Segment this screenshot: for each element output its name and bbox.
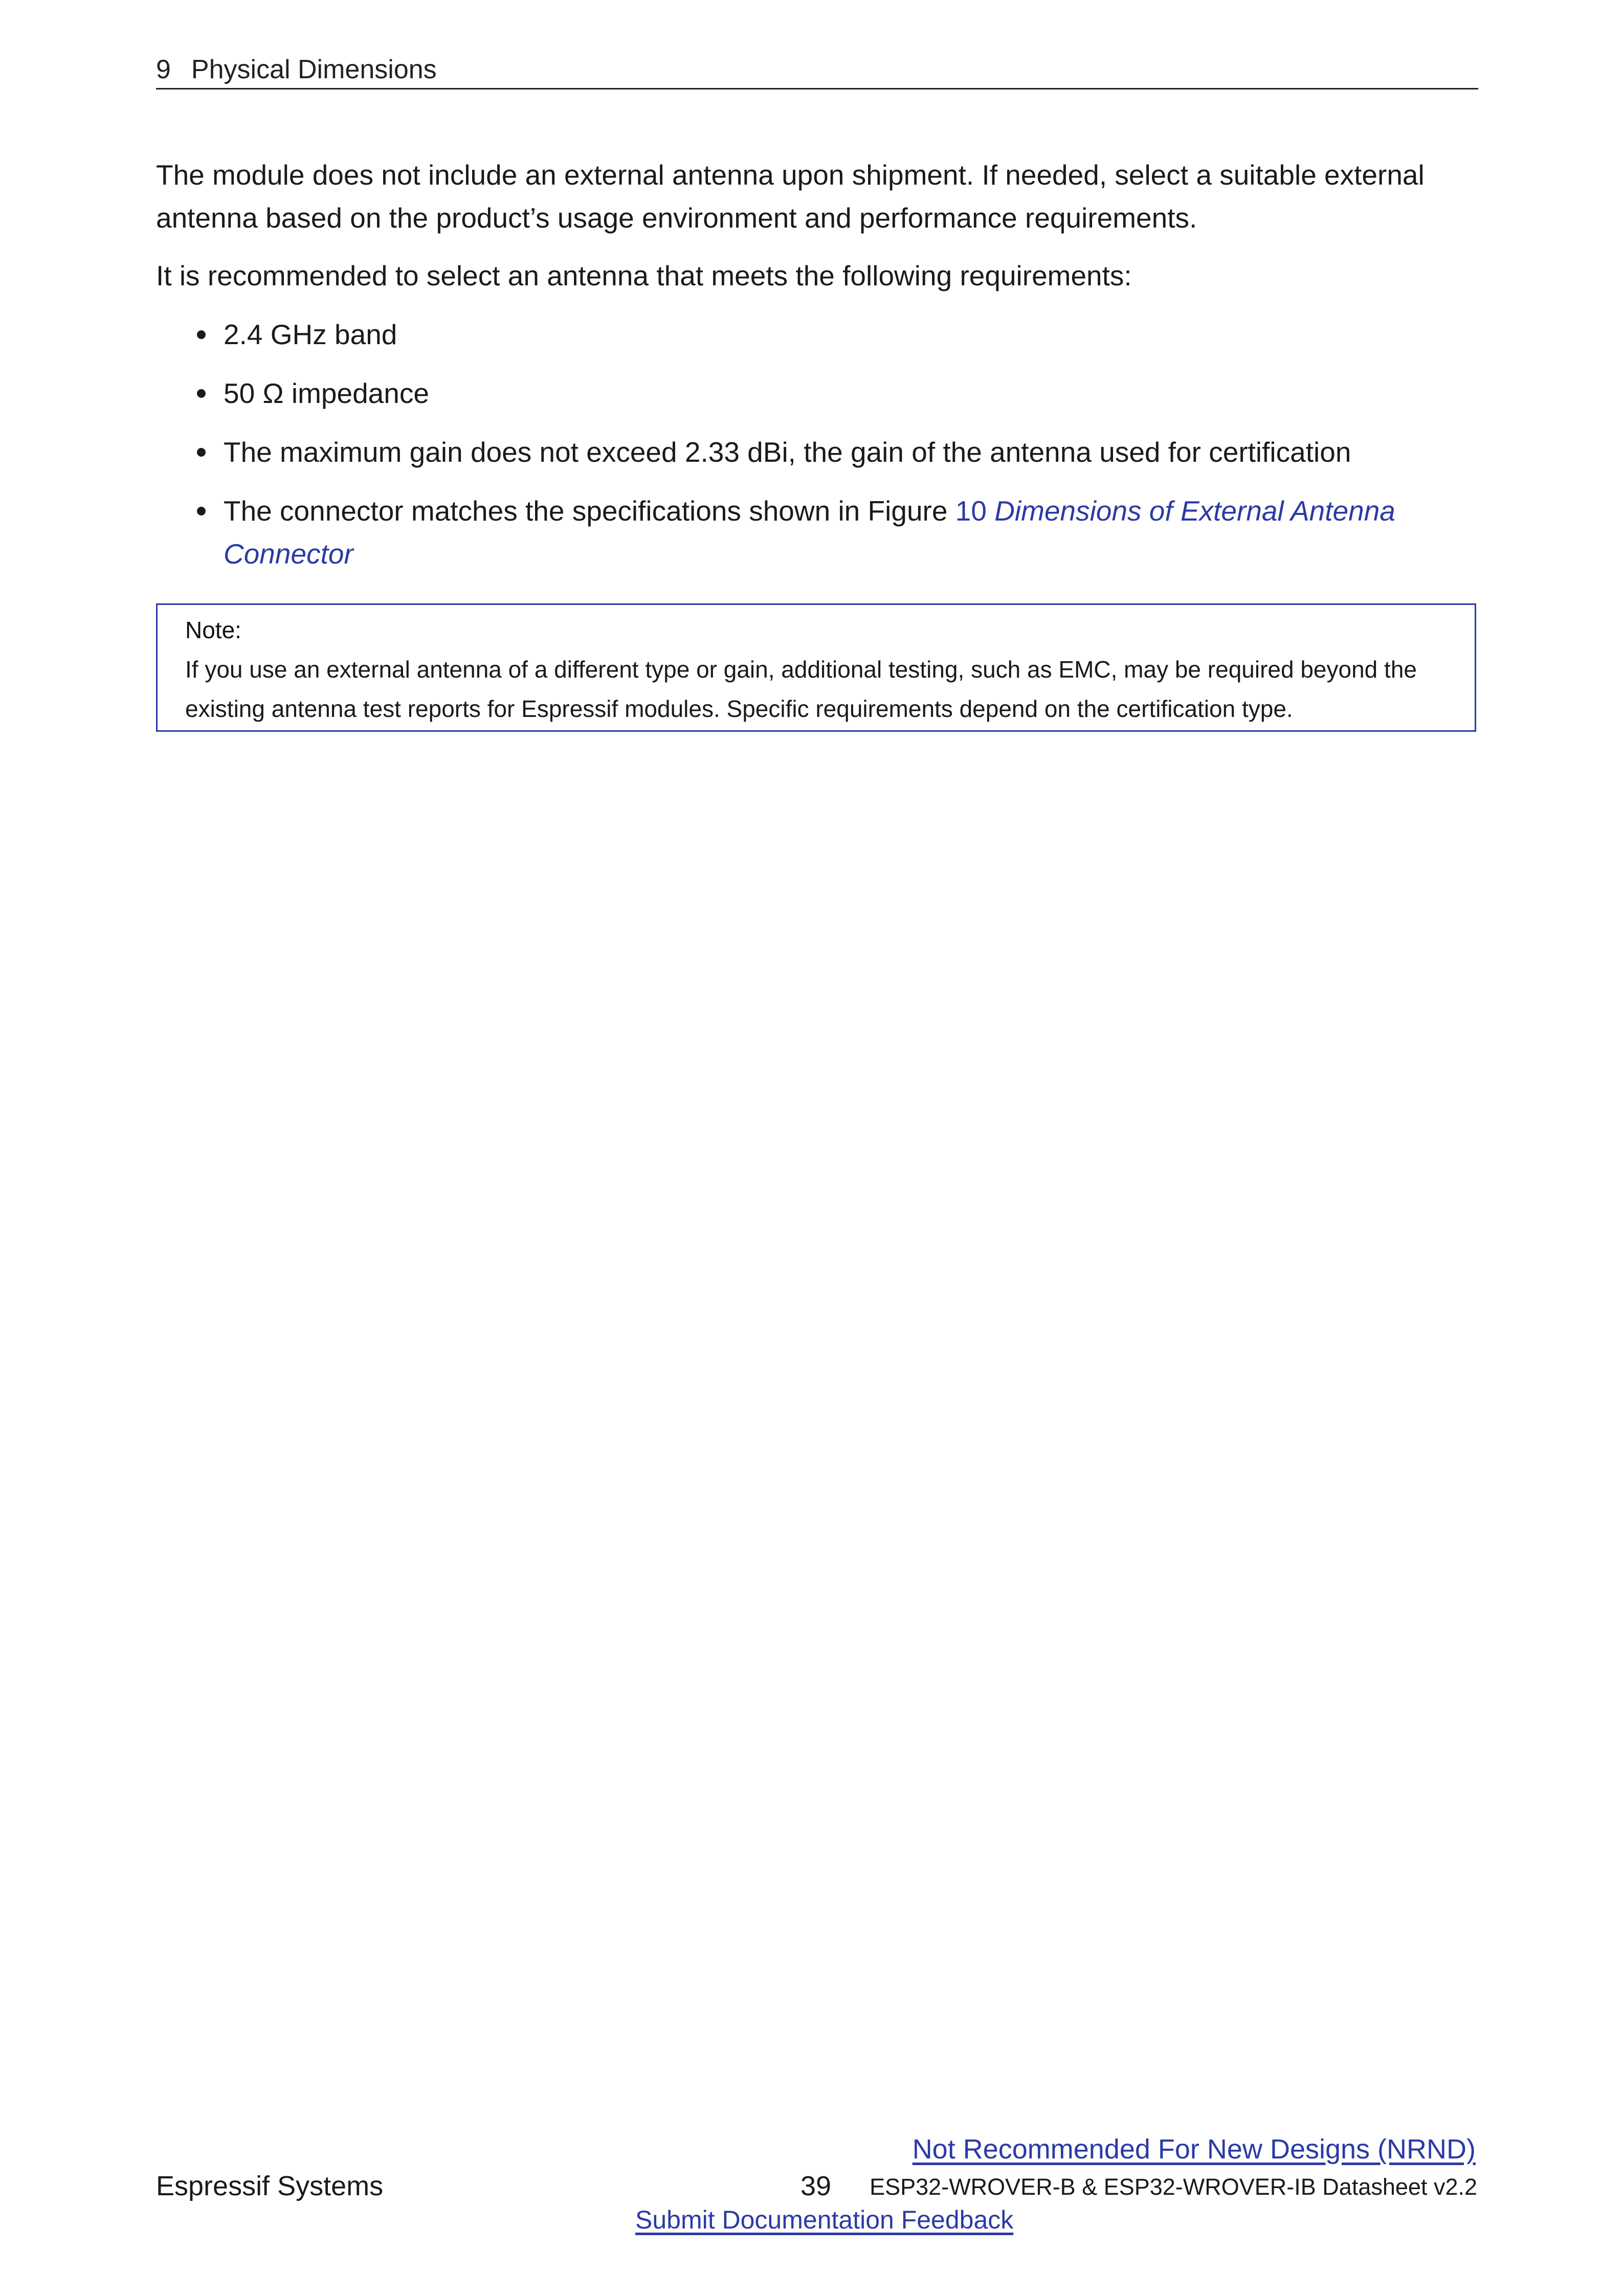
- list-item: [156, 489, 1478, 575]
- section-title: Physical Dimensions: [191, 55, 437, 84]
- bullet-icon: [197, 389, 206, 398]
- note-text: If you use an external antenna of a different type or gain, additional testing, such as EMC, may be required beyond the existing antenna test reports for Espressif modules. Specific requirements depend on the certification type.: [185, 656, 1417, 722]
- list-item: [156, 431, 1478, 474]
- list-item-text: 2.4 GHz band: [224, 319, 397, 350]
- list-item-text: The maximum gain does not exceed 2.33 dBi, the gain of the antenna used for certification: [224, 436, 1351, 468]
- feedback-link[interactable]: Submit Documentation Feedback: [635, 2205, 1014, 2234]
- note-box: [156, 603, 1476, 732]
- page-number: 39: [800, 2171, 832, 2201]
- figure-number-link[interactable]: 10: [955, 495, 987, 527]
- document-title: ESP32-WROVER-B & ESP32-WROVER-IB Datasheet v2.2: [870, 2174, 1477, 2200]
- company-name: Espressif Systems: [156, 2171, 384, 2201]
- list-item-text: 50 Ω impedance: [224, 377, 429, 409]
- note-title: Note:: [185, 617, 241, 643]
- nrnd-link[interactable]: Not Recommended For New Designs (NRND): [912, 2134, 1476, 2165]
- figure-title-link[interactable]: Dimensions of External Antenna Connector: [224, 495, 1395, 570]
- list-item: [156, 313, 1478, 356]
- list-item-text: The connector matches the specifications shown in Figure: [224, 495, 955, 527]
- section-number: 9: [156, 55, 171, 84]
- page-header: [156, 51, 1478, 89]
- bullet-icon: [197, 330, 206, 339]
- list-item: [156, 372, 1478, 415]
- paragraph-antenna-shipment: The module does not include an external antenna upon shipment. If needed, select a suitable external antenna based on the product’s usage environment and performance requirements.: [156, 159, 1425, 234]
- requirements-list: [156, 313, 1478, 575]
- bullet-icon: [197, 448, 206, 457]
- paragraph-antenna-requirements: It is recommended to select an antenna that meets the following requirements:: [156, 260, 1132, 291]
- bullet-icon: [197, 507, 206, 515]
